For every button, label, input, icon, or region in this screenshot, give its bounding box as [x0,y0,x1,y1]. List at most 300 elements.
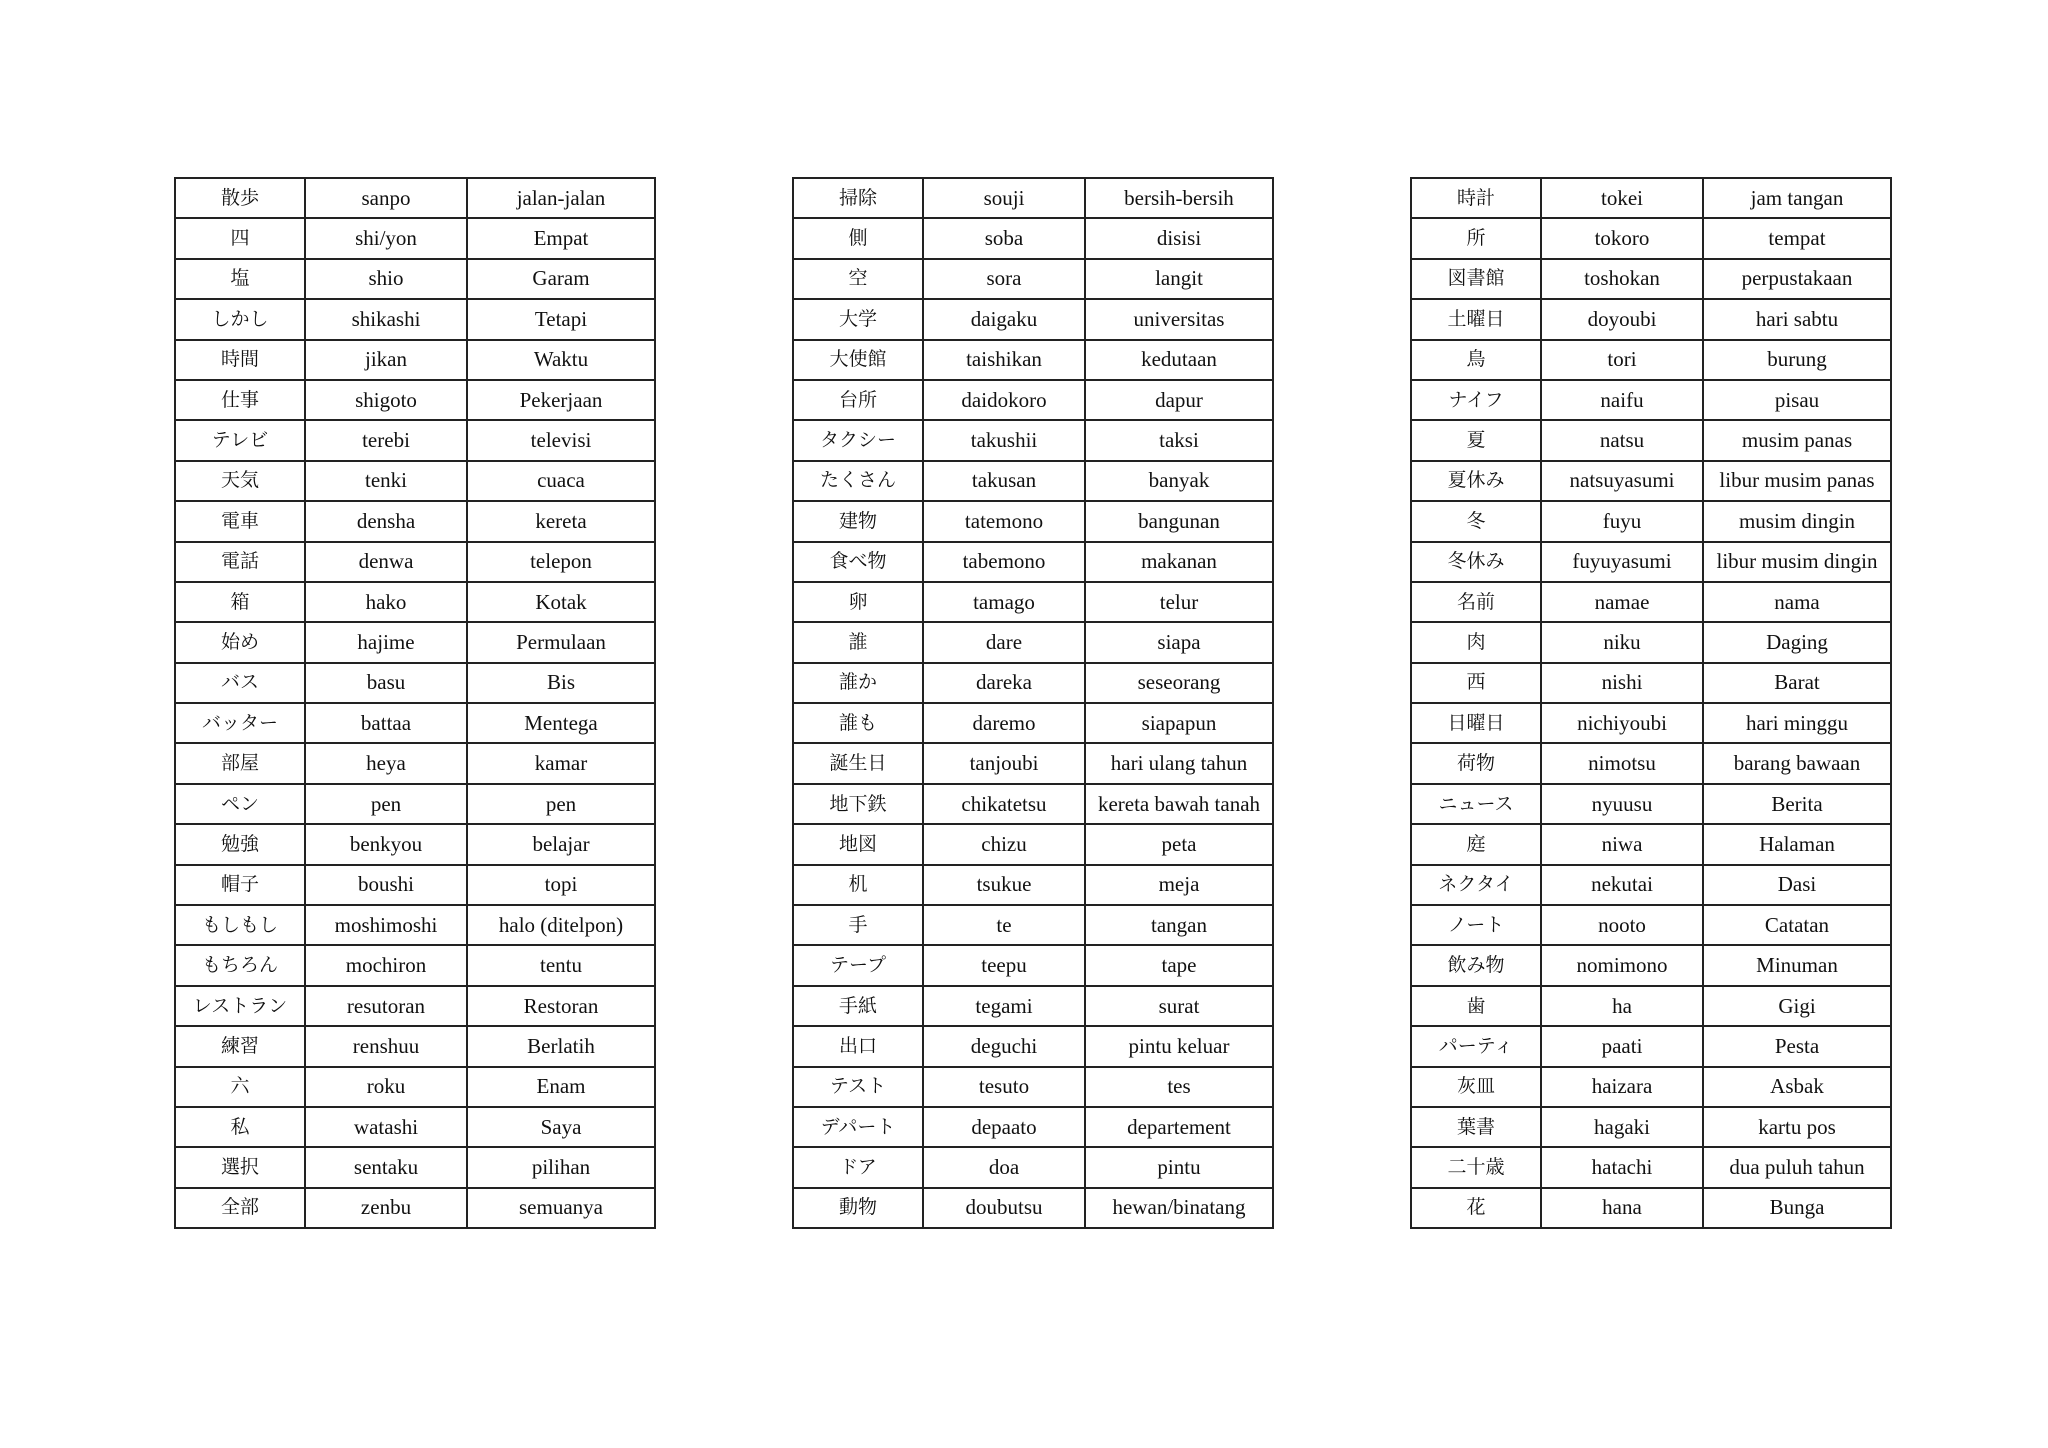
japanese-word-cell: 肉 [1411,622,1541,662]
meaning-cell: hari minggu [1703,703,1891,743]
meaning-cell: kartu pos [1703,1107,1891,1147]
romaji-cell: benkyou [305,824,467,864]
meaning-cell: Garam [467,259,655,299]
table-row [793,743,1273,783]
table-row [175,1188,655,1228]
meaning-cell: taksi [1085,420,1273,460]
table-row [793,380,1273,420]
meaning-cell: semuanya [467,1188,655,1228]
romaji-cell: hatachi [1541,1147,1703,1187]
japanese-word-cell: 仕事 [175,380,305,420]
japanese-word-cell: 天気 [175,461,305,501]
japanese-word-cell: もちろん [175,945,305,985]
japanese-word-cell: 冬休み [1411,542,1541,582]
romaji-cell: taishikan [923,340,1085,380]
table-row [175,986,655,1026]
meaning-cell: seseorang [1085,663,1273,703]
table-row [793,299,1273,339]
table-row [1411,1026,1891,1066]
meaning-cell: barang bawaan [1703,743,1891,783]
table-row [1411,1067,1891,1107]
romaji-cell: nishi [1541,663,1703,703]
japanese-word-cell: 二十歳 [1411,1147,1541,1187]
japanese-word-cell: 部屋 [175,743,305,783]
table-row [175,1147,655,1187]
japanese-word-cell: 時間 [175,340,305,380]
japanese-word-cell: 始め [175,622,305,662]
vocab-table-1 [174,177,656,1229]
meaning-cell: halo (ditelpon) [467,905,655,945]
table-row [1411,663,1891,703]
romaji-cell: shio [305,259,467,299]
japanese-word-cell: 花 [1411,1188,1541,1228]
romaji-cell: hana [1541,1188,1703,1228]
table-row [175,420,655,460]
romaji-cell: doubutsu [923,1188,1085,1228]
meaning-cell: Mentega [467,703,655,743]
japanese-word-cell: 電車 [175,501,305,541]
table-row [175,743,655,783]
table-row [175,299,655,339]
meaning-cell: Restoran [467,986,655,1026]
table-row [1411,259,1891,299]
japanese-word-cell: 散歩 [175,178,305,218]
table-row [175,1067,655,1107]
japanese-word-cell: 時計 [1411,178,1541,218]
japanese-word-cell: 空 [793,259,923,299]
meaning-cell: Permulaan [467,622,655,662]
japanese-word-cell: 地下鉄 [793,784,923,824]
japanese-word-cell: 灰皿 [1411,1067,1541,1107]
romaji-cell: souji [923,178,1085,218]
romaji-cell: sanpo [305,178,467,218]
table-row [1411,299,1891,339]
japanese-word-cell: 鳥 [1411,340,1541,380]
romaji-cell: sora [923,259,1085,299]
meaning-cell: musim dingin [1703,501,1891,541]
meaning-cell: Dasi [1703,865,1891,905]
table-row [793,582,1273,622]
romaji-cell: tegami [923,986,1085,1026]
vocab-table-body [793,178,1273,1228]
meaning-cell: kereta [467,501,655,541]
japanese-word-cell: ドア [793,1147,923,1187]
meaning-cell: Catatan [1703,905,1891,945]
japanese-word-cell: 夏休み [1411,461,1541,501]
meaning-cell: Gigi [1703,986,1891,1026]
japanese-word-cell: 名前 [1411,582,1541,622]
japanese-word-cell: 荷物 [1411,743,1541,783]
romaji-cell: chikatetsu [923,784,1085,824]
table-row [793,218,1273,258]
romaji-cell: niku [1541,622,1703,662]
japanese-word-cell: 箱 [175,582,305,622]
table-row [793,663,1273,703]
meaning-cell: tentu [467,945,655,985]
japanese-word-cell: 夏 [1411,420,1541,460]
japanese-word-cell: 側 [793,218,923,258]
meaning-cell: hari sabtu [1703,299,1891,339]
table-row [1411,501,1891,541]
meaning-cell: telur [1085,582,1273,622]
table-row [1411,420,1891,460]
meaning-cell: bersih-bersih [1085,178,1273,218]
romaji-cell: moshimoshi [305,905,467,945]
table-row [793,784,1273,824]
table-row [1411,622,1891,662]
romaji-cell: jikan [305,340,467,380]
japanese-word-cell: 四 [175,218,305,258]
japanese-word-cell: 電話 [175,542,305,582]
table-row [1411,784,1891,824]
romaji-cell: daidokoro [923,380,1085,420]
meaning-cell: kamar [467,743,655,783]
romaji-cell: soba [923,218,1085,258]
table-row [175,784,655,824]
japanese-word-cell: 地図 [793,824,923,864]
romaji-cell: nimotsu [1541,743,1703,783]
meaning-cell: Saya [467,1107,655,1147]
table-row [793,1067,1273,1107]
meaning-cell: perpustakaan [1703,259,1891,299]
meaning-cell: surat [1085,986,1273,1026]
romaji-cell: pen [305,784,467,824]
romaji-cell: renshuu [305,1026,467,1066]
romaji-cell: haizara [1541,1067,1703,1107]
table-row [793,461,1273,501]
table-row [793,905,1273,945]
meaning-cell: Waktu [467,340,655,380]
japanese-word-cell: ニュース [1411,784,1541,824]
meaning-cell: Bunga [1703,1188,1891,1228]
romaji-cell: dareka [923,663,1085,703]
meaning-cell: dapur [1085,380,1273,420]
japanese-word-cell: 誰か [793,663,923,703]
table-row [793,1107,1273,1147]
meaning-cell: pisau [1703,380,1891,420]
meaning-cell: peta [1085,824,1273,864]
romaji-cell: daremo [923,703,1085,743]
meaning-cell: telepon [467,542,655,582]
table-row [1411,703,1891,743]
japanese-word-cell: 全部 [175,1188,305,1228]
meaning-cell: langit [1085,259,1273,299]
romaji-cell: deguchi [923,1026,1085,1066]
meaning-cell: belajar [467,824,655,864]
meaning-cell: pilihan [467,1147,655,1187]
japanese-word-cell: 私 [175,1107,305,1147]
table-row [793,340,1273,380]
romaji-cell: roku [305,1067,467,1107]
romaji-cell: tenki [305,461,467,501]
romaji-cell: te [923,905,1085,945]
meaning-cell: hari ulang tahun [1085,743,1273,783]
japanese-word-cell: 練習 [175,1026,305,1066]
meaning-cell: hewan/binatang [1085,1188,1273,1228]
japanese-word-cell: 図書館 [1411,259,1541,299]
romaji-cell: toshokan [1541,259,1703,299]
japanese-word-cell: たくさん [793,461,923,501]
romaji-cell: hako [305,582,467,622]
romaji-cell: tori [1541,340,1703,380]
meaning-cell: nama [1703,582,1891,622]
meaning-cell: dua puluh tahun [1703,1147,1891,1187]
table-row [175,663,655,703]
table-row [175,622,655,662]
vocab-table-2 [792,177,1274,1229]
romaji-cell: shikashi [305,299,467,339]
table-row [793,178,1273,218]
japanese-word-cell: 掃除 [793,178,923,218]
romaji-cell: naifu [1541,380,1703,420]
japanese-word-cell: 庭 [1411,824,1541,864]
japanese-word-cell: 帽子 [175,865,305,905]
meaning-cell: topi [467,865,655,905]
romaji-cell: sentaku [305,1147,467,1187]
japanese-word-cell: 動物 [793,1188,923,1228]
table-row [175,218,655,258]
table-row [175,582,655,622]
romaji-cell: hagaki [1541,1107,1703,1147]
table-row [793,1026,1273,1066]
romaji-cell: niwa [1541,824,1703,864]
meaning-cell: Daging [1703,622,1891,662]
table-row [175,905,655,945]
meaning-cell: tes [1085,1067,1273,1107]
table-row [175,178,655,218]
japanese-word-cell: テレビ [175,420,305,460]
romaji-cell: fuyuyasumi [1541,542,1703,582]
meaning-cell: Bis [467,663,655,703]
japanese-word-cell: 大学 [793,299,923,339]
meaning-cell: Asbak [1703,1067,1891,1107]
table-row [1411,865,1891,905]
romaji-cell: shigoto [305,380,467,420]
vocab-table-body [175,178,655,1228]
romaji-cell: ha [1541,986,1703,1026]
table-row [175,1026,655,1066]
romaji-cell: battaa [305,703,467,743]
romaji-cell: doyoubi [1541,299,1703,339]
table-row [1411,380,1891,420]
romaji-cell: tesuto [923,1067,1085,1107]
table-row [1411,542,1891,582]
romaji-cell: nyuusu [1541,784,1703,824]
table-row [175,259,655,299]
table-row [175,380,655,420]
romaji-cell: doa [923,1147,1085,1187]
romaji-cell: tsukue [923,865,1085,905]
romaji-cell: nekutai [1541,865,1703,905]
table-row [1411,824,1891,864]
romaji-cell: takusan [923,461,1085,501]
japanese-word-cell: もしもし [175,905,305,945]
table-row [1411,905,1891,945]
table-row [175,865,655,905]
japanese-word-cell: 出口 [793,1026,923,1066]
romaji-cell: natsuyasumi [1541,461,1703,501]
japanese-word-cell: ネクタイ [1411,865,1541,905]
meaning-cell: kedutaan [1085,340,1273,380]
table-row [1411,218,1891,258]
japanese-word-cell: 飲み物 [1411,945,1541,985]
romaji-cell: chizu [923,824,1085,864]
table-row [1411,743,1891,783]
table-row [1411,178,1891,218]
japanese-word-cell: 勉強 [175,824,305,864]
meaning-cell: universitas [1085,299,1273,339]
japanese-word-cell: テスト [793,1067,923,1107]
romaji-cell: nooto [1541,905,1703,945]
table-row [1411,1107,1891,1147]
romaji-cell: dare [923,622,1085,662]
japanese-word-cell: 誕生日 [793,743,923,783]
japanese-word-cell: 所 [1411,218,1541,258]
table-row [1411,945,1891,985]
romaji-cell: tokoro [1541,218,1703,258]
meaning-cell: burung [1703,340,1891,380]
meaning-cell: tape [1085,945,1273,985]
table-row [793,1147,1273,1187]
meaning-cell: siapa [1085,622,1273,662]
romaji-cell: tatemono [923,501,1085,541]
meaning-cell: Tetapi [467,299,655,339]
vocab-table-3 [1410,177,1892,1229]
japanese-word-cell: 誰 [793,622,923,662]
japanese-word-cell: 卵 [793,582,923,622]
meaning-cell: Barat [1703,663,1891,703]
romaji-cell: hajime [305,622,467,662]
romaji-cell: teepu [923,945,1085,985]
meaning-cell: tempat [1703,218,1891,258]
table-row [793,420,1273,460]
meaning-cell: libur musim panas [1703,461,1891,501]
meaning-cell: Pesta [1703,1026,1891,1066]
romaji-cell: natsu [1541,420,1703,460]
romaji-cell: tamago [923,582,1085,622]
japanese-word-cell: テープ [793,945,923,985]
table-row [1411,461,1891,501]
meaning-cell: tangan [1085,905,1273,945]
japanese-word-cell: 塩 [175,259,305,299]
japanese-word-cell: 台所 [793,380,923,420]
romaji-cell: paati [1541,1026,1703,1066]
table-row [793,986,1273,1026]
japanese-word-cell: パーティ [1411,1026,1541,1066]
japanese-word-cell: タクシー [793,420,923,460]
meaning-cell: jalan-jalan [467,178,655,218]
meaning-cell: libur musim dingin [1703,542,1891,582]
romaji-cell: nichiyoubi [1541,703,1703,743]
romaji-cell: tanjoubi [923,743,1085,783]
table-row [1411,1147,1891,1187]
japanese-word-cell: 六 [175,1067,305,1107]
romaji-cell: tabemono [923,542,1085,582]
romaji-cell: namae [1541,582,1703,622]
romaji-cell: basu [305,663,467,703]
meaning-cell: musim panas [1703,420,1891,460]
japanese-word-cell: バス [175,663,305,703]
japanese-word-cell: 机 [793,865,923,905]
meaning-cell: pen [467,784,655,824]
meaning-cell: siapapun [1085,703,1273,743]
table-row [1411,582,1891,622]
romaji-cell: boushi [305,865,467,905]
meaning-cell: pintu [1085,1147,1273,1187]
meaning-cell: meja [1085,865,1273,905]
japanese-word-cell: 手 [793,905,923,945]
japanese-word-cell: ナイフ [1411,380,1541,420]
meaning-cell: banyak [1085,461,1273,501]
romaji-cell: depaato [923,1107,1085,1147]
table-row [793,622,1273,662]
meaning-cell: televisi [467,420,655,460]
japanese-word-cell: 建物 [793,501,923,541]
japanese-word-cell: レストラン [175,986,305,1026]
romaji-cell: densha [305,501,467,541]
japanese-word-cell: 誰も [793,703,923,743]
table-row [793,945,1273,985]
meaning-cell: disisi [1085,218,1273,258]
japanese-word-cell: 葉書 [1411,1107,1541,1147]
japanese-word-cell: 西 [1411,663,1541,703]
meaning-cell: cuaca [467,461,655,501]
table-row [793,259,1273,299]
japanese-word-cell: 手紙 [793,986,923,1026]
table-row [1411,1188,1891,1228]
romaji-cell: daigaku [923,299,1085,339]
table-row [793,501,1273,541]
table-row [793,865,1273,905]
romaji-cell: resutoran [305,986,467,1026]
romaji-cell: takushii [923,420,1085,460]
japanese-word-cell: ペン [175,784,305,824]
japanese-word-cell: バッター [175,703,305,743]
vocab-table-body [1411,178,1891,1228]
romaji-cell: fuyu [1541,501,1703,541]
meaning-cell: pintu keluar [1085,1026,1273,1066]
meaning-cell: jam tangan [1703,178,1891,218]
table-row [175,824,655,864]
japanese-word-cell: しかし [175,299,305,339]
meaning-cell: bangunan [1085,501,1273,541]
meaning-cell: Berita [1703,784,1891,824]
japanese-word-cell: 日曜日 [1411,703,1541,743]
romaji-cell: nomimono [1541,945,1703,985]
romaji-cell: mochiron [305,945,467,985]
table-row [175,1107,655,1147]
table-row [793,824,1273,864]
table-row [793,1188,1273,1228]
table-row [793,703,1273,743]
meaning-cell: Enam [467,1067,655,1107]
table-row [793,542,1273,582]
table-row [1411,986,1891,1026]
romaji-cell: terebi [305,420,467,460]
meaning-cell: Kotak [467,582,655,622]
japanese-word-cell: ノート [1411,905,1541,945]
japanese-word-cell: 食べ物 [793,542,923,582]
japanese-word-cell: 選択 [175,1147,305,1187]
romaji-cell: heya [305,743,467,783]
meaning-cell: makanan [1085,542,1273,582]
japanese-word-cell: 冬 [1411,501,1541,541]
meaning-cell: kereta bawah tanah [1085,784,1273,824]
table-row [175,501,655,541]
meaning-cell: Pekerjaan [467,380,655,420]
table-row [175,703,655,743]
romaji-cell: tokei [1541,178,1703,218]
